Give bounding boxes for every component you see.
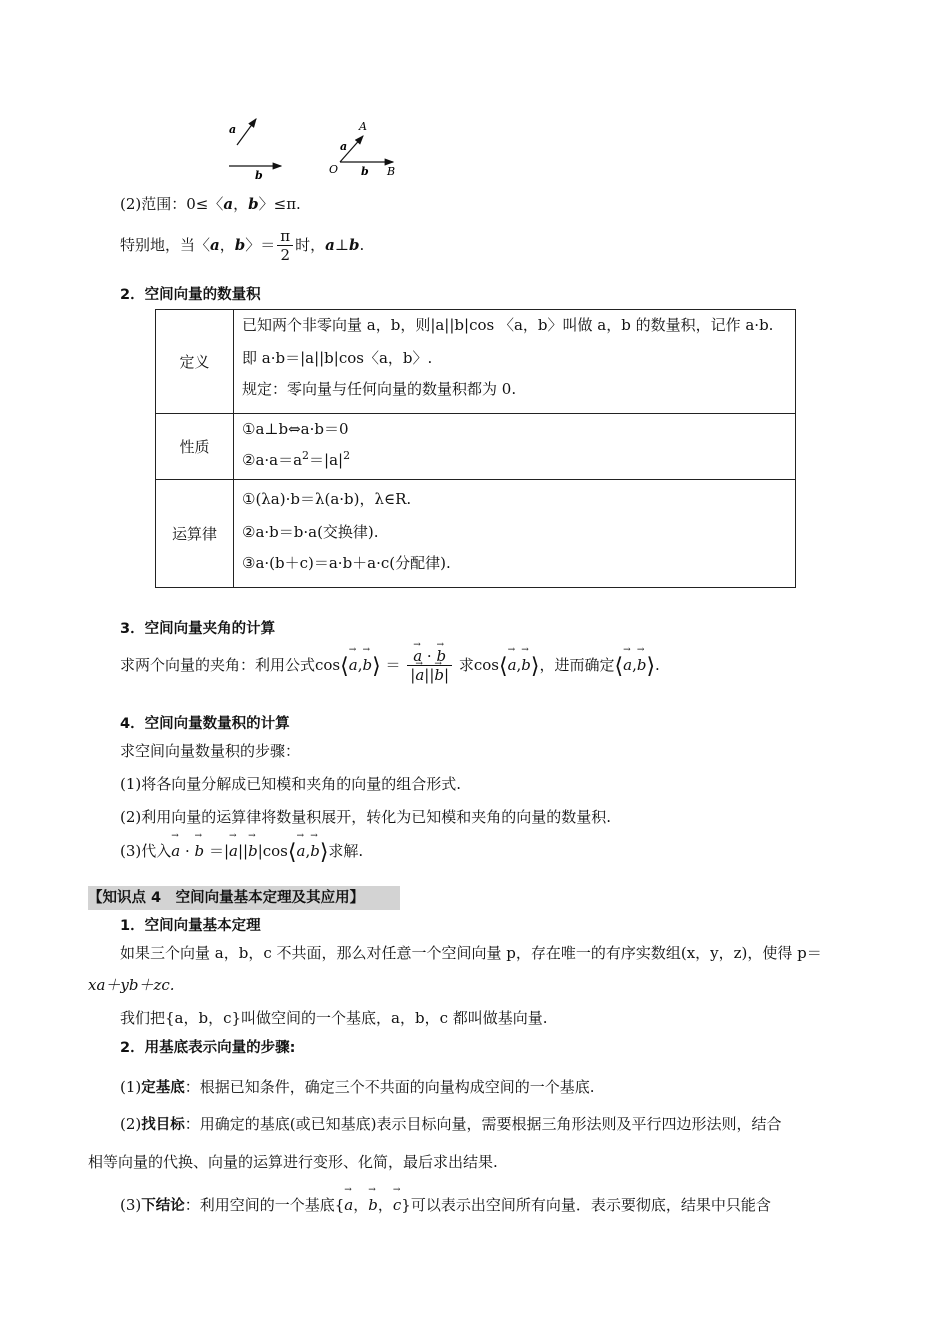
kp4-step-2-text: ：用确定的基底(或已知基底)表示目标向量，需要根据三角形法则及平行四边形法则，结合 [184,1115,782,1133]
fig-label-a-right: a [340,140,348,153]
step3-eq: ＝ [208,842,224,860]
step3-abs-a: → a [229,842,238,860]
knowledge-point-4-tag: 【知识点 4 空间向量基本定理及其应用】 [88,886,400,910]
perp-symbol: ⊥ [334,236,349,254]
vec-b-3: → b [637,656,647,674]
step3-end: 求解. [328,842,364,860]
kp4-step-3-num: (3) [120,1196,142,1214]
angle-end: . [655,656,660,674]
perp-a: a [325,236,335,254]
special-prefix: 特别地，当〈 [120,236,211,254]
angle-mid: 求cos [458,656,499,674]
step3-ang-b: → b [310,842,320,860]
cos-fraction-num [407,648,452,666]
basis-vec-a: → a [344,1196,353,1214]
special-comma: ， [219,236,235,254]
law-line-3: ③a·(b＋c)＝a·b＋a·c(分配律). [242,554,451,572]
vector-a-arrow [237,119,256,145]
table-cell-laws [234,480,796,588]
fig-label-b-right: b [361,165,369,178]
kp4-heading-1: 1．空间向量基本定理 [120,918,261,934]
vec-b-num: → b [436,648,446,665]
fig-label-A: A [359,120,367,133]
prop-line-2-sup: 2 [302,449,310,462]
angle-formula-line [120,648,660,684]
angle-mid2: ，进而确定 [539,656,615,674]
kp4-heading-2: 2．用基底表示向量的步骤: [120,1040,296,1056]
vec-b-den: → b [434,666,444,684]
special-eq: 〉＝ [245,236,276,254]
law-line-1: ①(λa)·b＝λ(a·b)，λ∈R. [242,490,412,508]
fig-label-b-left: b [255,169,263,182]
dot-product-table [155,309,796,588]
special-a: a [210,236,220,254]
prop-line-2 [242,449,795,470]
step3-vec-b: → b [195,842,205,860]
vec-a-num: → a [413,648,422,665]
fig-label-O: O [329,163,339,176]
basis-sep-1: ， [353,1196,369,1214]
step3-abs-b: → b [248,842,258,860]
prop-line-1: ①a⊥b⇔a·b＝0 [242,420,349,438]
angle-prefix: 求两个向量的夹角：利用公式cos [120,656,341,674]
table-cell-properties [234,414,796,480]
vec-a-1: → a [349,656,358,674]
range-suffix: 〉≤π. [258,195,301,213]
def-line-3: 规定：零向量与任何向量的数量积都为 0. [242,380,517,398]
kp4-step-3 [120,1194,771,1215]
range-b: b [248,195,259,213]
vec-a-den: → a [415,666,424,684]
step3-dot: · [184,842,190,860]
step3-vec-a: → a [171,842,180,860]
special-b: b [234,236,246,254]
section-3-heading: 3．空间向量夹角的计算 [120,621,276,637]
prop-line-2-main: ②a·a＝a [242,451,303,469]
table-row-definition [156,310,796,414]
angle-close-3: ⟩ [646,654,656,679]
special-line [120,228,364,264]
section-4-step-3: (3)代入→ a · → b ＝|→ a||→ b|cos⟨→ a,→ b⟩求解. [120,840,363,865]
kp4-step-3-key: 下结论 [141,1198,185,1214]
dot-num: · [426,647,432,665]
angle-comma-3: , [632,656,637,674]
kp4-step-1-text: ：根据已知条件，确定三个不共面的向量构成空间的一个基底. [184,1078,595,1096]
table-label-definition: 定义 [156,310,234,414]
table-row-properties [156,414,796,480]
angle-open-2: ⟨ [498,654,508,679]
angle-comma-2: , [516,656,522,674]
kp4-paragraph-1: 如果三个向量 a，b，c 不共面，那么对任意一个空间向量 p，存在唯一的有序实数组(x，y，z)，使得 p＝ [120,944,822,962]
frac-num: π [277,228,293,246]
range-a: a [223,195,234,213]
vector-figure [215,112,405,182]
def-line-2: 即 a·b＝|a||b|cos〈a，b〉. [242,349,433,367]
section-4-step-1: (1)将各向量分解成已知模和夹角的向量的组合形式. [120,775,462,793]
perp-b: b [349,236,360,254]
kp4-paragraph-2: 我们把{a，b，c}叫做空间的一个基底，a，b，c 都叫做基向量. [120,1009,548,1027]
angle-open-3: ⟨ [614,654,624,679]
step3-ang-a: → a [296,842,305,860]
kp4-paragraph-1b: xa＋yb＋zc. [88,976,175,994]
angle-close-2: ⟩ [530,654,540,679]
step3-prefix: (3)代入 [120,842,172,860]
table-label-properties: 性质 [156,414,234,480]
vec-a-2: → a [508,656,517,674]
step3-angle-close: ⟩ [319,840,329,865]
special-mid: 时， [295,236,326,254]
kp4-step-2-num: (2) [120,1115,142,1133]
angle-close-1: ⟩ [372,654,381,679]
kp4-step-3-text-b: }可以表示出空间所有向量．表示要彻底，结果中只能含 [401,1196,771,1214]
frac-den: 2 [280,246,290,264]
def-line-1: 已知两个非零向量 a，b，则|a||b|cos 〈a，b〉叫做 a，b 的数量积，记作 a·b. [242,316,774,334]
vec-b-2: → b [521,656,531,674]
kp4-step-3-text-a: ：利用空间的一个基底{ [184,1196,345,1214]
range-prefix: (2)范围：0≤〈 [120,195,224,213]
basis-vec-b: → b [368,1196,378,1214]
kp4-step-2 [120,1113,781,1134]
vec-b-1: → b [362,656,372,674]
section-4-heading: 4．空间向量数量积的计算 [120,716,290,732]
cos-fraction-den: |→ a||→ b| [407,666,452,684]
kp4-step-2-cont: 相等向量的代换、向量的运算进行变形、化简，最后求出结果. [88,1153,498,1171]
section-2-heading: 2．空间向量的数量积 [120,287,261,303]
table-row-laws [156,480,796,588]
step3-comma: , [305,842,311,860]
prop-line-2-mid: ＝|a| [309,451,344,469]
basis-sep-2: ， [377,1196,393,1214]
cos-fraction [407,648,452,684]
vec-a-3: → a [623,656,632,674]
angle-open-1: ⟨ [340,654,349,679]
fig-label-B: B [387,165,396,178]
kp4-step-1-key: 定基底 [141,1080,185,1096]
prop-line-2-sup2: 2 [343,449,351,462]
range-comma: ， [233,195,249,213]
kp4-step-2-key: 找目标 [141,1117,185,1133]
pi-over-2 [277,228,293,264]
law-line-2: ②a·b＝b·a(交换律). [242,523,379,541]
section-4-step-2: (2)利用向量的运算律将数量积展开，转化为已知模和夹角的向量的数量积. [120,808,612,826]
step3-angle-open: ⟨ [287,840,297,865]
kp4-step-1 [120,1076,595,1097]
angle-eq: ＝ [385,656,401,674]
special-end: . [359,236,365,254]
angle-comma-1: , [357,656,363,674]
kp4-step-1-num: (1) [120,1078,142,1096]
range-line [120,193,301,214]
table-label-laws: 运算律 [156,480,234,588]
basis-vec-c: → c [393,1196,401,1214]
step3-cos: cos [262,842,288,860]
fig-label-a-left: a [229,123,237,136]
section-4-intro: 求空间向量数量积的步骤： [120,742,301,760]
table-cell-definition [234,310,796,414]
